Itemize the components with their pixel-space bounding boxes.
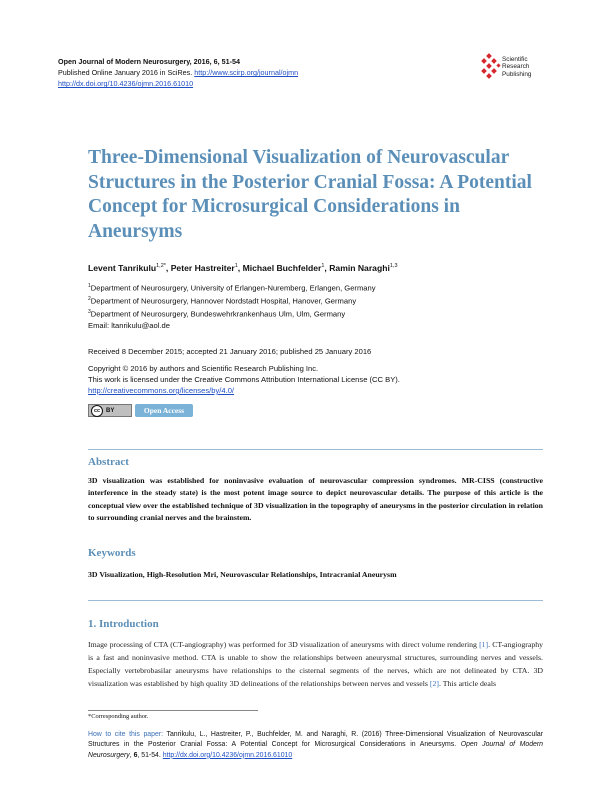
footnote: *Corresponding author.	[88, 713, 149, 720]
publication-dates: Received 8 December 2015; accepted 21 January 2016; published 25 January 2016	[88, 347, 372, 356]
how-to-cite-label: How to cite this paper:	[88, 731, 164, 738]
affiliation: $^3$Department of Neurosurgery, Bundeswehrkrankenhaus Ulm, Ulm, Germany	[88, 309, 346, 319]
author-name: Ramin Naraghi	[329, 263, 390, 273]
cc-by-badge[interactable]	[88, 404, 132, 417]
author-name: Peter Hastreiter	[170, 263, 235, 273]
citation-doi-link[interactable]: http://dx.doi.org/10.4236/ojmn.2016.61010	[162, 751, 293, 759]
corresponding-email[interactable]: Email: ltanrikulu@aol.de	[88, 321, 170, 330]
copyright-line: Copyright © 2016 by authors and Scientific Research Publishing Inc.	[88, 364, 319, 373]
cc-badge-label: BY	[106, 407, 115, 414]
author-name: Levent Tanrikulu	[88, 263, 157, 273]
citation-link[interactable]: [2]	[429, 679, 439, 688]
journal-url-link[interactable]: http://www.scirp.org/journal/ojmn	[194, 68, 299, 77]
cc-icon: cc	[91, 405, 103, 417]
affiliation: $^1$Department of Neurosurgery, University of Erlangen-Nuremberg, Erlangen, Germany	[88, 283, 376, 293]
affiliation: $^2$Department of Neurosurgery, Hannover Nordstadt Hospital, Hanover, Germany	[88, 296, 357, 306]
author-list: Levent Tanrikulu$^{1,2*}$, Peter Hastreiter$^1$, Michael Buchfelder$^1$, Ramin Naraghi$^{1,3}$	[88, 263, 398, 273]
doi-line	[58, 79, 193, 89]
keywords-heading: Keywords	[88, 547, 136, 559]
published-text: Published Online January 2016 in SciRes.	[58, 68, 193, 77]
section-divider	[88, 449, 543, 450]
open-access-badge[interactable]: Open Access	[135, 404, 193, 417]
how-to-cite: How to cite this paper: Tanrikulu, L., Hastreiter, P., Buchfelder, M. and Naraghi, R. (2016) Three-Dimensional Visualization of Neurovascular Structures in the Posterior Cranial Fossa: A Potential Concept for Microsurgical Considerations in Aneursyms. Open Journal of Modern Neurosurgery, 6, 51-54. http://dx.doi.org/10.4236/ojmn.2016.61010	[88, 731, 544, 759]
publisher-logo-icon	[478, 52, 502, 82]
author-name: Michael Buchfelder	[242, 263, 322, 273]
section-divider	[88, 600, 543, 601]
journal-name: Open Journal of Modern Neurosurgery, 2016, 6, 51-54	[58, 57, 241, 66]
license-link[interactable]: http://creativecommons.org/licenses/by/4.0/	[88, 386, 235, 395]
copyright-block	[88, 363, 400, 396]
publisher-logo	[478, 52, 558, 86]
keywords-text: 3D Visualization, High-Resolution Mri, Neurovascular Relationships, Intracranial Aneurysm	[88, 570, 397, 579]
license-line: This work is licensed under the Creative Commons Attribution International License (CC BY).	[88, 375, 400, 384]
footnote-rule	[88, 710, 258, 711]
citation-link[interactable]: [1]	[479, 640, 489, 649]
publisher-logo-text: Scientific Research Publishing	[502, 56, 532, 78]
abstract-text: 3D visualization was established for noninvasive evaluation of neurovascular compression syndromes. MR-CISS (constructive interference in the steady state) is the most potent image source to depict neurovascular details. The purpose of this article is the conceptual view over the established technique of 3D visualization in the topography of aneurysms in the posterior circulation in relation to surrounding cranial nerves and the brainstem.	[88, 476, 543, 523]
published-line	[58, 68, 298, 78]
doi-link[interactable]: http://dx.doi.org/10.4236/ojmn.2016.61010	[58, 79, 194, 88]
abstract-heading: Abstract	[88, 456, 129, 468]
introduction-heading: 1. Introduction	[88, 618, 159, 630]
journal-citation-header	[58, 57, 240, 67]
paper-title: Three-Dimensional Visualization of Neurovascular Structures in the Posterior Cranial Fossa: A Potential Concept for Microsurgical Considerations in Aneursyms	[88, 147, 532, 242]
introduction-text: Image processing of CTA (CT-angiography) was performed for 3D visualization of aneurysms with direct volume rendering [1]. CT-angiography is a fast and noninvasive method. CTA is unable to show the relationships between aneurysmal structures, surrounding nerves and vessels. Especially vertebrobasilar aneurysms have relationships to the cisternal segments of the nerves, which are not delineated by CTA. 3D visualization was established by high quality 3D delineations of the relationships between nerves and vessels [2]. This article deals	[88, 640, 544, 688]
license-badges	[88, 404, 193, 417]
